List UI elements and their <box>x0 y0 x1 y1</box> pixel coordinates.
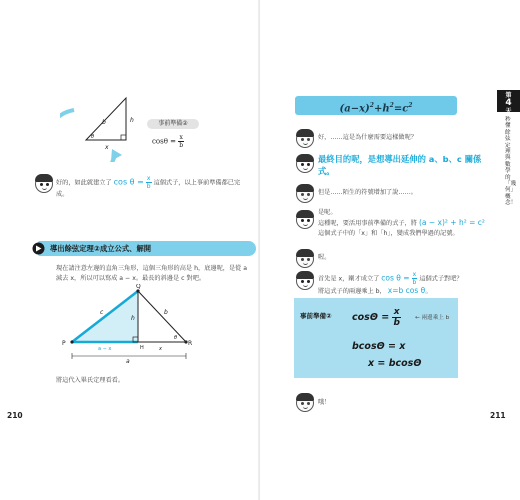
tri1-label-b: b <box>102 119 106 126</box>
dialog-r6-fraction <box>412 271 418 286</box>
side-tab <box>497 90 520 245</box>
dialog-r6-line2: 將這式子的兩邊乘上 b， <box>318 288 386 295</box>
tri2-label-a-minus-x: a − x <box>98 346 112 352</box>
dialog-r5: 喔。 <box>318 254 331 261</box>
tri2-label-H: H <box>140 345 144 351</box>
dialog-1-num: x <box>146 175 151 182</box>
dialog-r6-text-a: 首先是 x，剛才成立了 <box>318 275 380 283</box>
banner-sup-1: 2 <box>369 102 374 109</box>
body-text: 現在請注意左邊的直角三角形，這個三角形的高是 h，底邊呢，是從 a 減去 x，所以可以寫成 a − x。最長的斜邊是 c 對吧。 <box>56 265 248 282</box>
small-formula-den: b <box>179 142 184 149</box>
tri2-label-P: P <box>62 340 66 347</box>
tri2-label-R: R <box>188 340 193 347</box>
boy-avatar <box>296 250 314 268</box>
girl-avatar <box>296 272 314 290</box>
banner-sup-2: 2 <box>389 102 394 109</box>
dialog-r6 <box>318 271 490 297</box>
eqbox-eq3: x = bcosΘ <box>368 358 422 369</box>
dialog-1 <box>56 175 252 200</box>
girl-avatar <box>296 211 314 229</box>
dialog-r6-line2-formula: x=b cos θ。 <box>387 286 433 295</box>
dialog-1-text-b: 這個式子，以上事前準備都已完成。 <box>56 179 241 198</box>
banner-base: (a−x) <box>339 103 370 115</box>
tri2-label-Q: Q <box>136 284 141 290</box>
equation-box <box>294 298 458 378</box>
boy-avatar <box>296 394 314 412</box>
eqbox-eq1-fraction <box>392 307 400 328</box>
dialog-r4-text-b: 這種呢，要活用事前準備的式子，將 <box>318 220 417 227</box>
closing-text: 將這代入畢氏定理看看。 <box>56 377 125 384</box>
small-formula-num: x <box>179 134 183 141</box>
banner-sup-3: 2 <box>408 102 413 109</box>
tri2-label-x: x <box>159 346 162 352</box>
tri2-label-h: h <box>131 315 135 322</box>
chapter-top: 第 <box>505 92 512 99</box>
tri2-label-b: b <box>164 309 168 316</box>
dialog-r6-den: b <box>412 279 417 286</box>
eqbox-eq2: bcosΘ = x <box>352 341 406 352</box>
right-page <box>260 0 520 500</box>
chapter-tab <box>497 90 520 115</box>
dialog-1-formula: cos θ = <box>113 177 144 187</box>
boy-avatar <box>296 130 314 148</box>
dialog-r1: 好，……這是為什麼需要這樣做呢？ <box>318 134 417 141</box>
dialog-r4-text-c: 這個式子中的「x」和「h」，變成我們學過的記號。 <box>318 230 459 237</box>
small-formula <box>152 134 184 149</box>
tri2-label-c: c <box>100 309 104 316</box>
formula-banner <box>295 96 457 115</box>
tri2-label-a: a <box>126 358 130 365</box>
dialog-r4 <box>318 208 488 239</box>
boy-avatar <box>296 185 314 203</box>
prep-box-label: 事前準備② <box>147 119 199 129</box>
dialog-r6-num: x <box>412 271 417 278</box>
eqbox-eq1-den: b <box>393 318 400 328</box>
dialog-1-text-a: 好的，如此就建立了 <box>56 179 112 187</box>
tri1-label-x: x <box>105 144 109 151</box>
page-number-right: 211 <box>490 411 506 420</box>
side-tab-text: 秒懂餘弦定理與數學的「幾何」概念！ <box>505 117 517 207</box>
triangle-diagram-1 <box>60 92 150 162</box>
section-arrow-icon <box>32 242 45 255</box>
dialog-1-fraction <box>146 175 152 190</box>
dialog-r4-text-a: 是呢。 <box>318 209 337 216</box>
dialog-r2: 最終目的呢，是想導出延伸的 a、b、c 關係式。 <box>318 154 482 176</box>
eqbox-label: 事前準備② <box>300 312 332 320</box>
small-formula-fraction <box>178 134 184 149</box>
eqbox-eq1-lhs: cosΘ = <box>352 312 390 323</box>
triangle-diagram-2 <box>60 284 210 366</box>
girl-avatar <box>35 175 53 193</box>
dialog-r3: 但是……陌生的符號增加了說……。 <box>318 189 417 196</box>
girl-avatar <box>296 155 314 173</box>
tri1-label-h: h <box>130 117 134 124</box>
small-formula-lhs: cosθ = <box>152 137 177 146</box>
eqbox-eq1-num: x <box>393 307 400 317</box>
dialog-r4-formula: (a − x)² + h² = c² <box>418 218 485 227</box>
dialog-1-den: b <box>146 183 151 190</box>
chapter-bottom: 天 <box>505 108 512 115</box>
section-title: 導出餘弦定理②成立公式、解開 <box>50 244 152 253</box>
page-number-left: 210 <box>7 411 23 420</box>
chapter-number: 4 <box>505 98 512 108</box>
banner-end: =c <box>393 103 409 115</box>
dialog-r6-text-b: 這個式子對吧？ <box>419 275 463 283</box>
banner-mid: +h <box>373 103 390 115</box>
eqbox-eq1 <box>352 307 401 328</box>
section-bar <box>38 241 256 256</box>
eqbox-note: ← 兩邊乘上 b <box>415 315 450 321</box>
tri2-label-theta: θ <box>174 335 178 341</box>
tri1-label-theta: θ <box>91 134 95 140</box>
dialog-final: 哦！ <box>318 399 331 406</box>
dialog-r6-formula: cos θ = <box>381 273 410 283</box>
